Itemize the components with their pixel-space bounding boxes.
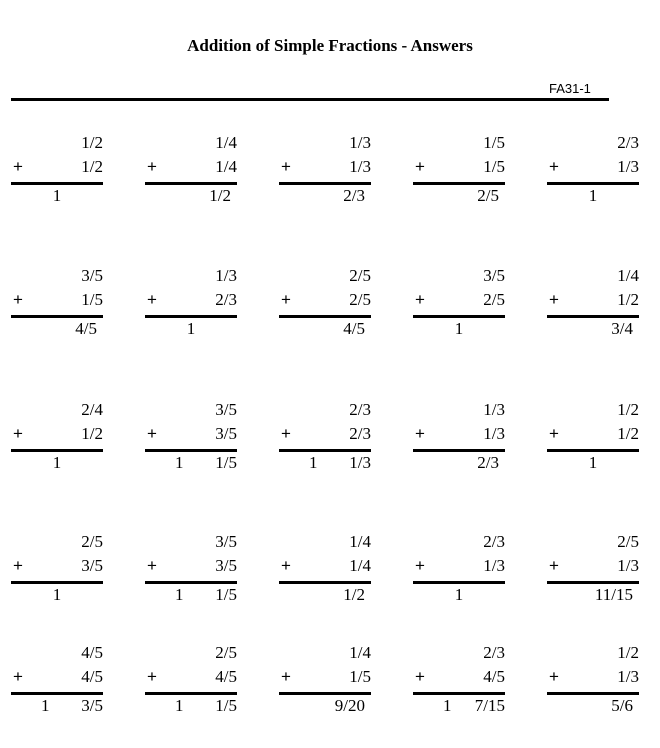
addend-top: 3/5 bbox=[215, 400, 237, 419]
addend-top: 2/5 bbox=[349, 266, 371, 285]
plus-sign: + bbox=[147, 424, 157, 443]
addend-bottom: 1/3 bbox=[617, 556, 639, 575]
answer: 1/2 bbox=[343, 585, 365, 604]
sum-line bbox=[11, 315, 103, 318]
sum-line bbox=[413, 449, 505, 452]
sum-line bbox=[413, 692, 505, 695]
plus-sign: + bbox=[549, 290, 559, 309]
plus-sign: + bbox=[549, 157, 559, 176]
problem-item bbox=[145, 643, 237, 729]
plus-sign: + bbox=[549, 667, 559, 686]
sum-line bbox=[145, 449, 237, 452]
plus-sign: + bbox=[281, 667, 291, 686]
answer-fraction: 3/5 bbox=[81, 696, 103, 715]
addend-bottom: 2/3 bbox=[215, 290, 237, 309]
addend-top: 1/4 bbox=[349, 643, 371, 662]
sum-line bbox=[279, 449, 371, 452]
problem-item bbox=[11, 532, 103, 618]
answer: 4/5 bbox=[75, 319, 97, 338]
answer: 1/2 bbox=[209, 186, 231, 205]
plus-sign: + bbox=[147, 290, 157, 309]
plus-sign: + bbox=[13, 667, 23, 686]
plus-sign: + bbox=[415, 556, 425, 575]
addend-top: 1/4 bbox=[349, 532, 371, 551]
plus-sign: + bbox=[281, 424, 291, 443]
sum-line bbox=[11, 692, 103, 695]
sum-line bbox=[145, 315, 237, 318]
answer: 2/3 bbox=[477, 453, 499, 472]
sum-line bbox=[413, 182, 505, 185]
addend-bottom: 1/5 bbox=[81, 290, 103, 309]
problem-item bbox=[145, 266, 237, 352]
problem-item bbox=[11, 643, 103, 729]
problem-item bbox=[11, 266, 103, 352]
problem-item bbox=[547, 266, 639, 352]
answer-fraction: 1/5 bbox=[215, 696, 237, 715]
answer: 11/15 bbox=[594, 585, 633, 604]
problem-item bbox=[11, 133, 103, 219]
answer-whole: 1 bbox=[443, 696, 452, 715]
plus-sign: + bbox=[13, 556, 23, 575]
addend-bottom: 4/5 bbox=[483, 667, 505, 686]
answer: 1 bbox=[588, 453, 598, 472]
addend-bottom: 1/3 bbox=[483, 556, 505, 575]
sum-line bbox=[413, 315, 505, 318]
addend-top: 1/4 bbox=[617, 266, 639, 285]
addend-top: 1/3 bbox=[215, 266, 237, 285]
addend-top: 3/5 bbox=[81, 266, 103, 285]
answer: 4/5 bbox=[343, 319, 365, 338]
addend-bottom: 1/2 bbox=[81, 157, 103, 176]
problem-item bbox=[145, 133, 237, 219]
problem-item bbox=[547, 532, 639, 618]
plus-sign: + bbox=[13, 290, 23, 309]
addend-top: 2/3 bbox=[617, 133, 639, 152]
answer-fraction: 7/15 bbox=[474, 696, 505, 715]
answer: 2/3 bbox=[343, 186, 365, 205]
sum-line bbox=[145, 182, 237, 185]
answer: 1 bbox=[186, 319, 196, 338]
addend-top: 2/4 bbox=[81, 400, 103, 419]
plus-sign: + bbox=[415, 157, 425, 176]
answer-fraction: 1/3 bbox=[349, 453, 371, 472]
problem-item bbox=[279, 643, 371, 729]
plus-sign: + bbox=[281, 157, 291, 176]
addend-bottom: 1/5 bbox=[349, 667, 371, 686]
answer: 1 bbox=[52, 186, 62, 205]
addend-top: 2/5 bbox=[81, 532, 103, 551]
problem-item bbox=[279, 400, 371, 486]
answer: 1 bbox=[588, 186, 598, 205]
problem-item bbox=[145, 532, 237, 618]
answer: 1 bbox=[52, 453, 62, 472]
addend-top: 1/2 bbox=[617, 643, 639, 662]
plus-sign: + bbox=[13, 424, 23, 443]
answer: 2/5 bbox=[477, 186, 499, 205]
answer-fraction: 1/5 bbox=[215, 585, 237, 604]
answer-whole: 1 bbox=[41, 696, 50, 715]
addend-bottom: 4/5 bbox=[81, 667, 103, 686]
plus-sign: + bbox=[147, 157, 157, 176]
sum-line bbox=[11, 182, 103, 185]
addend-top: 4/5 bbox=[81, 643, 103, 662]
problem-item bbox=[11, 400, 103, 486]
addend-bottom: 3/5 bbox=[215, 424, 237, 443]
addend-top: 2/3 bbox=[483, 532, 505, 551]
addend-bottom: 1/3 bbox=[349, 157, 371, 176]
sum-line bbox=[279, 315, 371, 318]
plus-sign: + bbox=[415, 667, 425, 686]
plus-sign: + bbox=[281, 290, 291, 309]
addend-bottom: 3/5 bbox=[215, 556, 237, 575]
header-rule bbox=[11, 98, 609, 101]
problem-item bbox=[279, 266, 371, 352]
problem-item bbox=[547, 133, 639, 219]
sum-line bbox=[547, 315, 639, 318]
problem-item bbox=[413, 532, 505, 618]
addend-bottom: 1/2 bbox=[617, 290, 639, 309]
plus-sign: + bbox=[415, 290, 425, 309]
addend-top: 1/4 bbox=[215, 133, 237, 152]
problem-item bbox=[279, 133, 371, 219]
sum-line bbox=[547, 449, 639, 452]
answer: 5/6 bbox=[611, 696, 633, 715]
addend-top: 1/3 bbox=[349, 133, 371, 152]
sum-line bbox=[11, 449, 103, 452]
addend-top: 3/5 bbox=[483, 266, 505, 285]
sum-line bbox=[279, 182, 371, 185]
sum-line bbox=[547, 182, 639, 185]
problem-item bbox=[413, 133, 505, 219]
plus-sign: + bbox=[549, 556, 559, 575]
sum-line bbox=[413, 581, 505, 584]
problem-item bbox=[547, 643, 639, 729]
problem-item bbox=[413, 266, 505, 352]
answer-whole: 1 bbox=[175, 585, 184, 604]
sum-line bbox=[279, 692, 371, 695]
addend-bottom: 2/5 bbox=[483, 290, 505, 309]
answer-fraction: 1/5 bbox=[215, 453, 237, 472]
addend-top: 1/2 bbox=[81, 133, 103, 152]
addend-top: 1/5 bbox=[483, 133, 505, 152]
plus-sign: + bbox=[415, 424, 425, 443]
addend-top: 2/3 bbox=[483, 643, 505, 662]
problem-item bbox=[145, 400, 237, 486]
problem-item bbox=[547, 400, 639, 486]
worksheet-code: FA31-1 bbox=[549, 81, 591, 96]
sum-line bbox=[547, 692, 639, 695]
addend-top: 2/5 bbox=[215, 643, 237, 662]
addend-top: 1/2 bbox=[617, 400, 639, 419]
answer: 9/20 bbox=[334, 696, 365, 715]
addend-bottom: 1/3 bbox=[483, 424, 505, 443]
addend-top: 3/5 bbox=[215, 532, 237, 551]
plus-sign: + bbox=[549, 424, 559, 443]
worksheet-title: Addition of Simple Fractions - Answers bbox=[187, 36, 473, 55]
answer-whole: 1 bbox=[175, 453, 184, 472]
sum-line bbox=[279, 581, 371, 584]
sum-line bbox=[145, 692, 237, 695]
answer-whole: 1 bbox=[175, 696, 184, 715]
answer: 1 bbox=[454, 585, 464, 604]
addend-bottom: 1/5 bbox=[483, 157, 505, 176]
problem-item bbox=[413, 643, 505, 729]
addend-bottom: 1/3 bbox=[617, 157, 639, 176]
problem-item bbox=[413, 400, 505, 486]
addend-bottom: 2/5 bbox=[349, 290, 371, 309]
addend-bottom: 1/4 bbox=[215, 157, 237, 176]
plus-sign: + bbox=[281, 556, 291, 575]
plus-sign: + bbox=[147, 556, 157, 575]
addend-bottom: 1/2 bbox=[81, 424, 103, 443]
answer: 1 bbox=[454, 319, 464, 338]
addend-top: 2/5 bbox=[617, 532, 639, 551]
addend-top: 2/3 bbox=[349, 400, 371, 419]
answer: 1 bbox=[52, 585, 62, 604]
answer: 3/4 bbox=[611, 319, 633, 338]
sum-line bbox=[145, 581, 237, 584]
sum-line bbox=[11, 581, 103, 584]
addend-bottom: 4/5 bbox=[215, 667, 237, 686]
addend-bottom: 1/2 bbox=[617, 424, 639, 443]
addend-bottom: 3/5 bbox=[81, 556, 103, 575]
addend-bottom: 2/3 bbox=[349, 424, 371, 443]
plus-sign: + bbox=[147, 667, 157, 686]
addend-bottom: 1/3 bbox=[617, 667, 639, 686]
problem-item bbox=[279, 532, 371, 618]
answer-whole: 1 bbox=[309, 453, 318, 472]
addend-bottom: 1/4 bbox=[349, 556, 371, 575]
plus-sign: + bbox=[13, 157, 23, 176]
sum-line bbox=[547, 581, 639, 584]
addend-top: 1/3 bbox=[483, 400, 505, 419]
